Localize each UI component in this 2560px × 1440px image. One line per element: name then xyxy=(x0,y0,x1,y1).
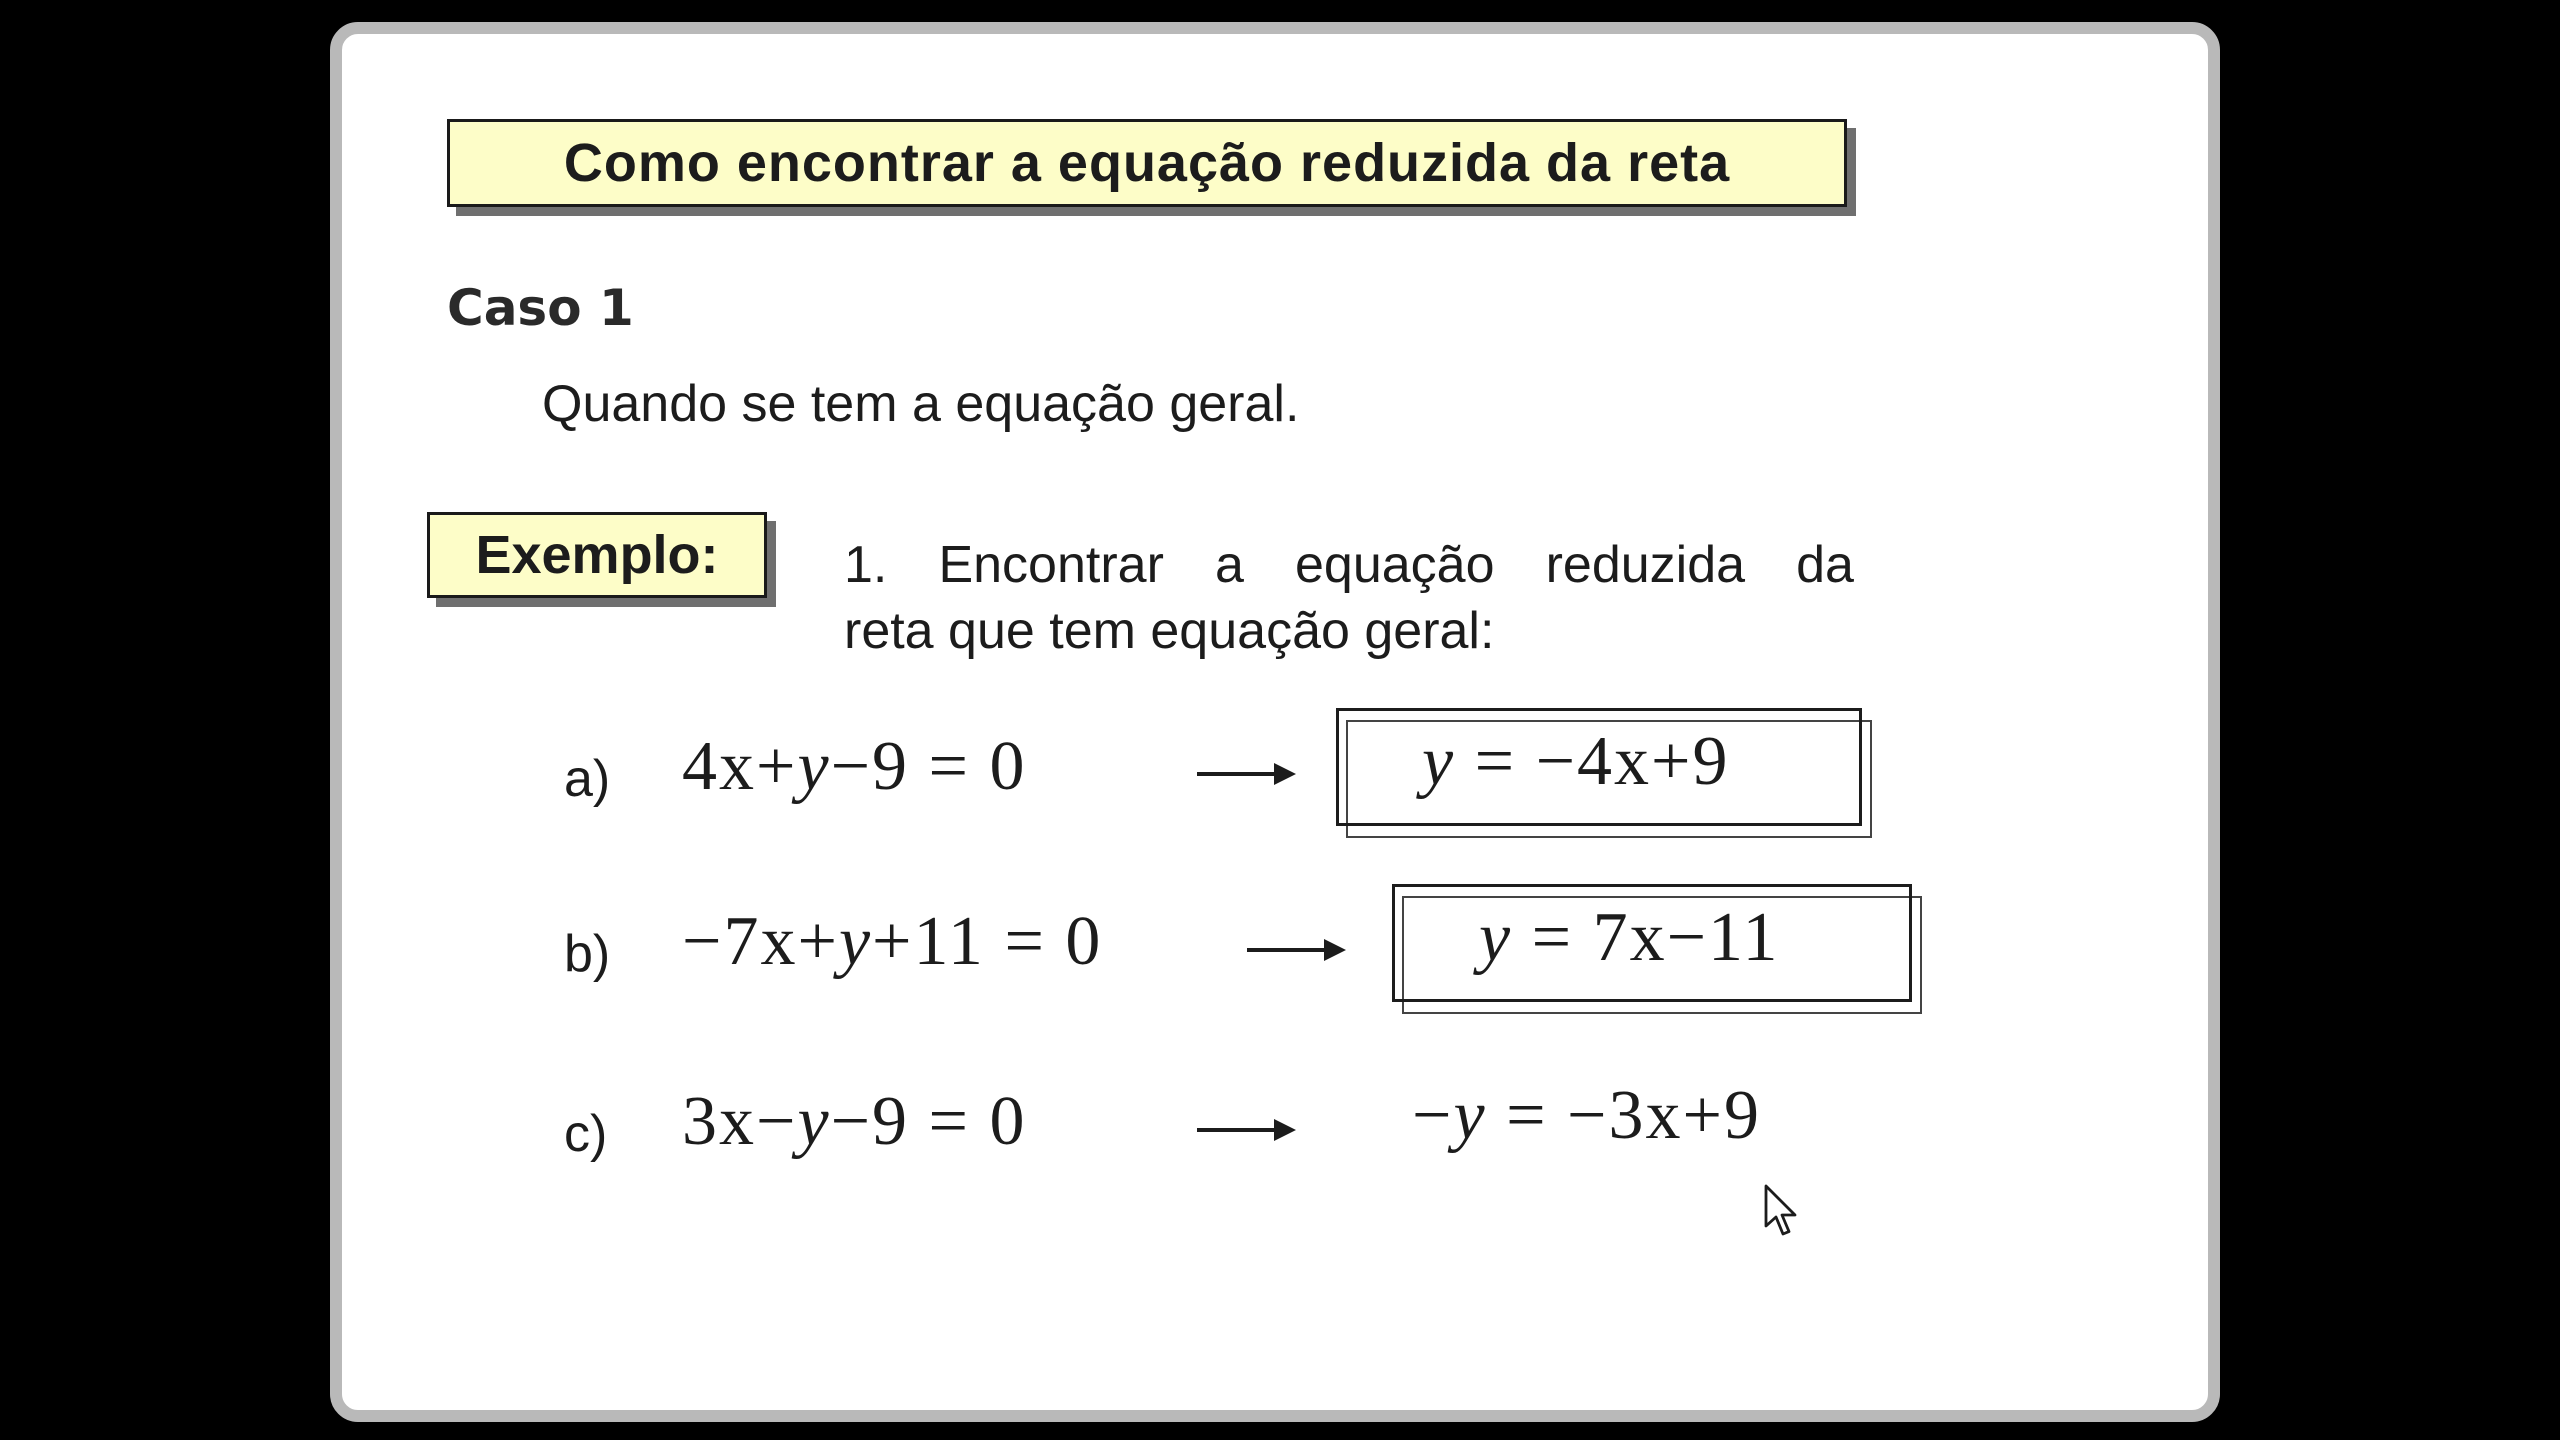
eq-term: 0 xyxy=(989,1083,1027,1160)
eq-term: 0 xyxy=(989,728,1027,805)
problem-line-1 xyxy=(844,532,1854,598)
eq-op: = xyxy=(1474,723,1517,800)
eq-term: 4x xyxy=(682,728,756,805)
eq-term: 3x xyxy=(1608,1077,1683,1154)
eq-term: 4x xyxy=(1577,723,1652,800)
item-label-a: a) xyxy=(564,750,611,808)
eq-op: − xyxy=(1412,1077,1454,1154)
equation-a xyxy=(682,727,1027,807)
slide-title: Como encontrar a equação reduzida da reta xyxy=(563,133,1731,193)
eq-op: + xyxy=(797,903,839,980)
eq-op: = xyxy=(1506,1077,1548,1154)
problem-word: equação xyxy=(1294,536,1495,594)
eq-op: − xyxy=(1666,899,1709,976)
eq-op: = xyxy=(1531,899,1574,976)
problem-word: reduzida xyxy=(1545,536,1746,594)
problem-word: da xyxy=(1796,536,1854,594)
equation-b xyxy=(682,902,1102,982)
eq-op: − xyxy=(830,1083,873,1160)
problem-statement xyxy=(844,532,1854,664)
eq-var: y xyxy=(797,728,831,805)
result-c xyxy=(1412,1076,1761,1156)
eq-op: − xyxy=(830,728,873,805)
right-arrow-icon xyxy=(1197,772,1292,776)
eq-term: 3x xyxy=(682,1083,756,1160)
eq-op: − xyxy=(1535,723,1578,800)
item-label-b: b) xyxy=(564,925,611,983)
eq-op: = xyxy=(928,728,971,805)
result-b xyxy=(1479,898,1779,978)
right-arrow-icon xyxy=(1197,1128,1292,1132)
eq-op: = xyxy=(928,1083,971,1160)
mouse-pointer-icon xyxy=(1764,1184,1804,1238)
problem-word: 1. xyxy=(844,536,888,594)
eq-op: − xyxy=(682,903,724,980)
problem-line-2: reta que tem equação geral: xyxy=(844,602,1495,660)
eq-term: 9 xyxy=(1692,723,1730,800)
eq-term: 11 xyxy=(913,903,985,980)
right-arrow-icon xyxy=(1247,948,1342,952)
eq-var: y xyxy=(1479,899,1513,976)
eq-var: y xyxy=(1453,1077,1487,1154)
eq-var: y xyxy=(797,1083,831,1160)
eq-term: 7x xyxy=(1592,899,1667,976)
item-label-c: c) xyxy=(564,1105,608,1163)
eq-op: + xyxy=(872,903,914,980)
eq-op: + xyxy=(756,728,798,805)
eq-op: − xyxy=(756,1083,798,1160)
eq-op: + xyxy=(1651,723,1693,800)
eq-term: 11 xyxy=(1708,899,1780,976)
slide xyxy=(330,22,2220,1422)
case-description: Quando se tem a equação geral. xyxy=(542,375,1300,433)
eq-term: 9 xyxy=(1724,1077,1762,1154)
eq-op: − xyxy=(1567,1077,1609,1154)
eq-op: = xyxy=(1004,903,1046,980)
case-heading: Caso 1 xyxy=(447,279,634,337)
eq-var: y xyxy=(1422,723,1456,800)
title-banner xyxy=(447,119,1847,207)
problem-word: a xyxy=(1214,536,1244,594)
example-badge xyxy=(427,512,767,598)
result-a xyxy=(1422,722,1730,802)
eq-term: 9 xyxy=(872,1083,910,1160)
eq-op: + xyxy=(1682,1077,1725,1154)
problem-word: Encontrar xyxy=(938,536,1164,594)
eq-term: 9 xyxy=(872,728,910,805)
eq-term: 7x xyxy=(723,903,798,980)
eq-var: y xyxy=(838,903,873,980)
example-label: Exemplo: xyxy=(475,525,719,585)
eq-term: 0 xyxy=(1065,903,1103,980)
equation-c xyxy=(682,1082,1027,1162)
